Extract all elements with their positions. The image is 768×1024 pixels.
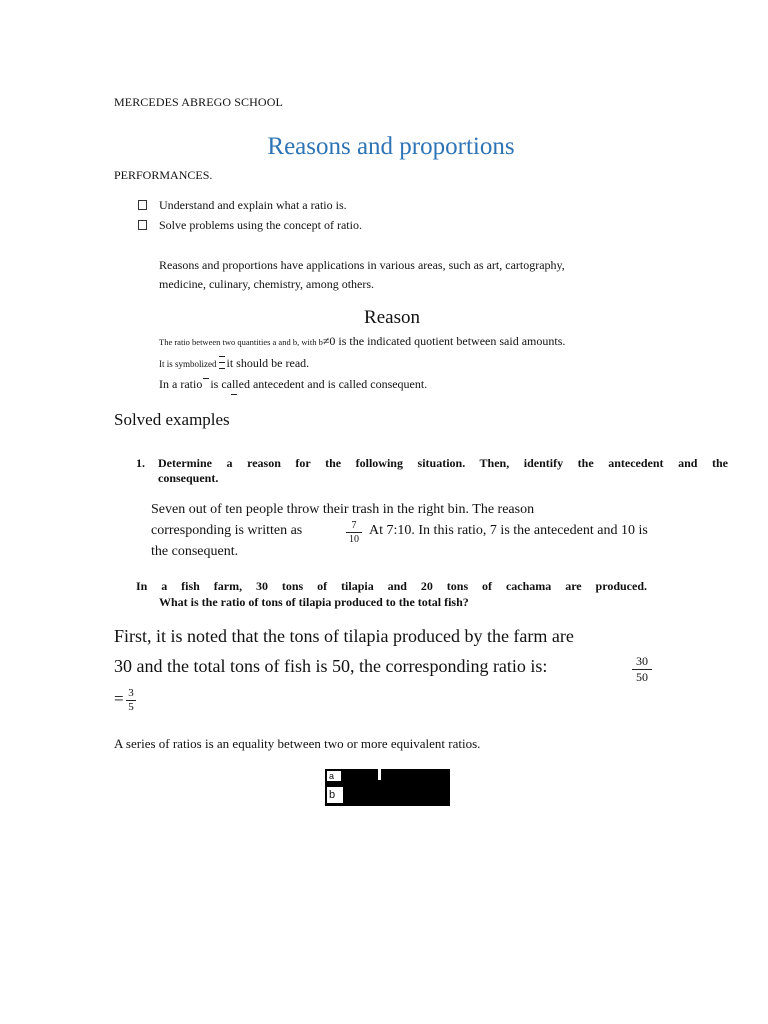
fraction-3-5 — [126, 688, 136, 713]
example-1-line: At 7:10. In this ratio, 7 is the antecedent and 10 is — [369, 523, 648, 538]
fraction-numerator: 3 — [128, 687, 134, 699]
antecedent-text-b: is called antecedent and is called consequent. — [210, 377, 428, 391]
symbolized-small-text: It is symbolized — [159, 359, 217, 369]
answer-line: 30 and the total tons of fish is 50, the corresponding ratio is: — [114, 656, 548, 676]
school-name: MERCEDES ABREGO SCHOOL — [114, 95, 283, 109]
fraction-7-10 — [346, 520, 362, 545]
fraction-bar-icon — [231, 394, 237, 395]
fraction-bar-icon — [203, 378, 209, 379]
table-cell-a: a — [327, 771, 341, 781]
question-1-continuation: consequent. — [158, 471, 219, 485]
intro-line: medicine, culinary, chemistry, among others. — [159, 277, 375, 291]
page-title: Reasons and proportions — [267, 133, 515, 160]
ratio-definition — [159, 332, 565, 350]
fraction-denominator: 10 — [349, 534, 359, 545]
antecedent-text-a: In a ratio — [159, 377, 203, 391]
fraction-numerator: 7 — [351, 520, 357, 531]
fraction-bar-icon — [346, 532, 362, 533]
table-cell-b: b — [327, 787, 343, 803]
fraction-30-50 — [632, 655, 652, 684]
fraction-denominator: 5 — [128, 701, 134, 713]
intro-line: Reasons and proportions have applications in various areas, such as art, cartography, — [159, 258, 565, 272]
performance-item-text: Understand and explain what a ratio is. — [159, 198, 347, 212]
fraction-numerator: 30 — [636, 654, 648, 668]
equals-sign: = — [114, 689, 124, 708]
series-definition: A series of ratios is an equality between two or more equivalent ratios. — [114, 736, 481, 751]
not-equal-sign: ≠ — [322, 334, 330, 348]
missing-fraction-icon — [218, 356, 226, 370]
definition-small-text: The ratio between two quantities a and b, with b — [159, 337, 323, 347]
performance-item — [138, 198, 347, 213]
solved-examples-heading: Solved examples — [114, 410, 230, 429]
fraction-denominator: 50 — [636, 670, 648, 684]
definition-main-text: 0 is the indicated quotient between said amounts. — [329, 334, 566, 348]
performance-item-text: Solve problems using the concept of ratio. — [159, 218, 362, 232]
checkbox-icon — [138, 200, 147, 210]
ratio-series-table — [325, 769, 450, 806]
question-1-text: Determine a reason for the following situation. Then, identify the antecedent and the — [158, 456, 728, 470]
example-1-line: the consequent. — [151, 544, 239, 559]
table-cell-divider — [378, 769, 381, 780]
performances-heading: PERFORMANCES. — [114, 168, 213, 182]
checkbox-icon — [138, 220, 147, 230]
antecedent-consequent-line — [159, 377, 427, 392]
question-2 — [136, 579, 647, 594]
answer-line: First, it is noted that the tons of tilapia produced by the farm are — [114, 626, 574, 646]
example-1-line: corresponding is written as — [151, 523, 303, 538]
question-number: 1. — [136, 456, 145, 470]
question-2-text: In a fish farm, 30 tons of tilapia and 20 tons of cachama are produced. — [136, 579, 647, 593]
question-2-continuation: What is the ratio of tons of tilapia produced to the total fish? — [159, 595, 469, 609]
example-1-line: Seven out of ten people throw their trash in the right bin. The reason — [151, 502, 535, 517]
symbolized-main-text: it should be read. — [226, 356, 310, 370]
symbolized-line — [159, 354, 309, 372]
reason-heading: Reason — [364, 307, 420, 328]
performance-item — [138, 218, 362, 233]
